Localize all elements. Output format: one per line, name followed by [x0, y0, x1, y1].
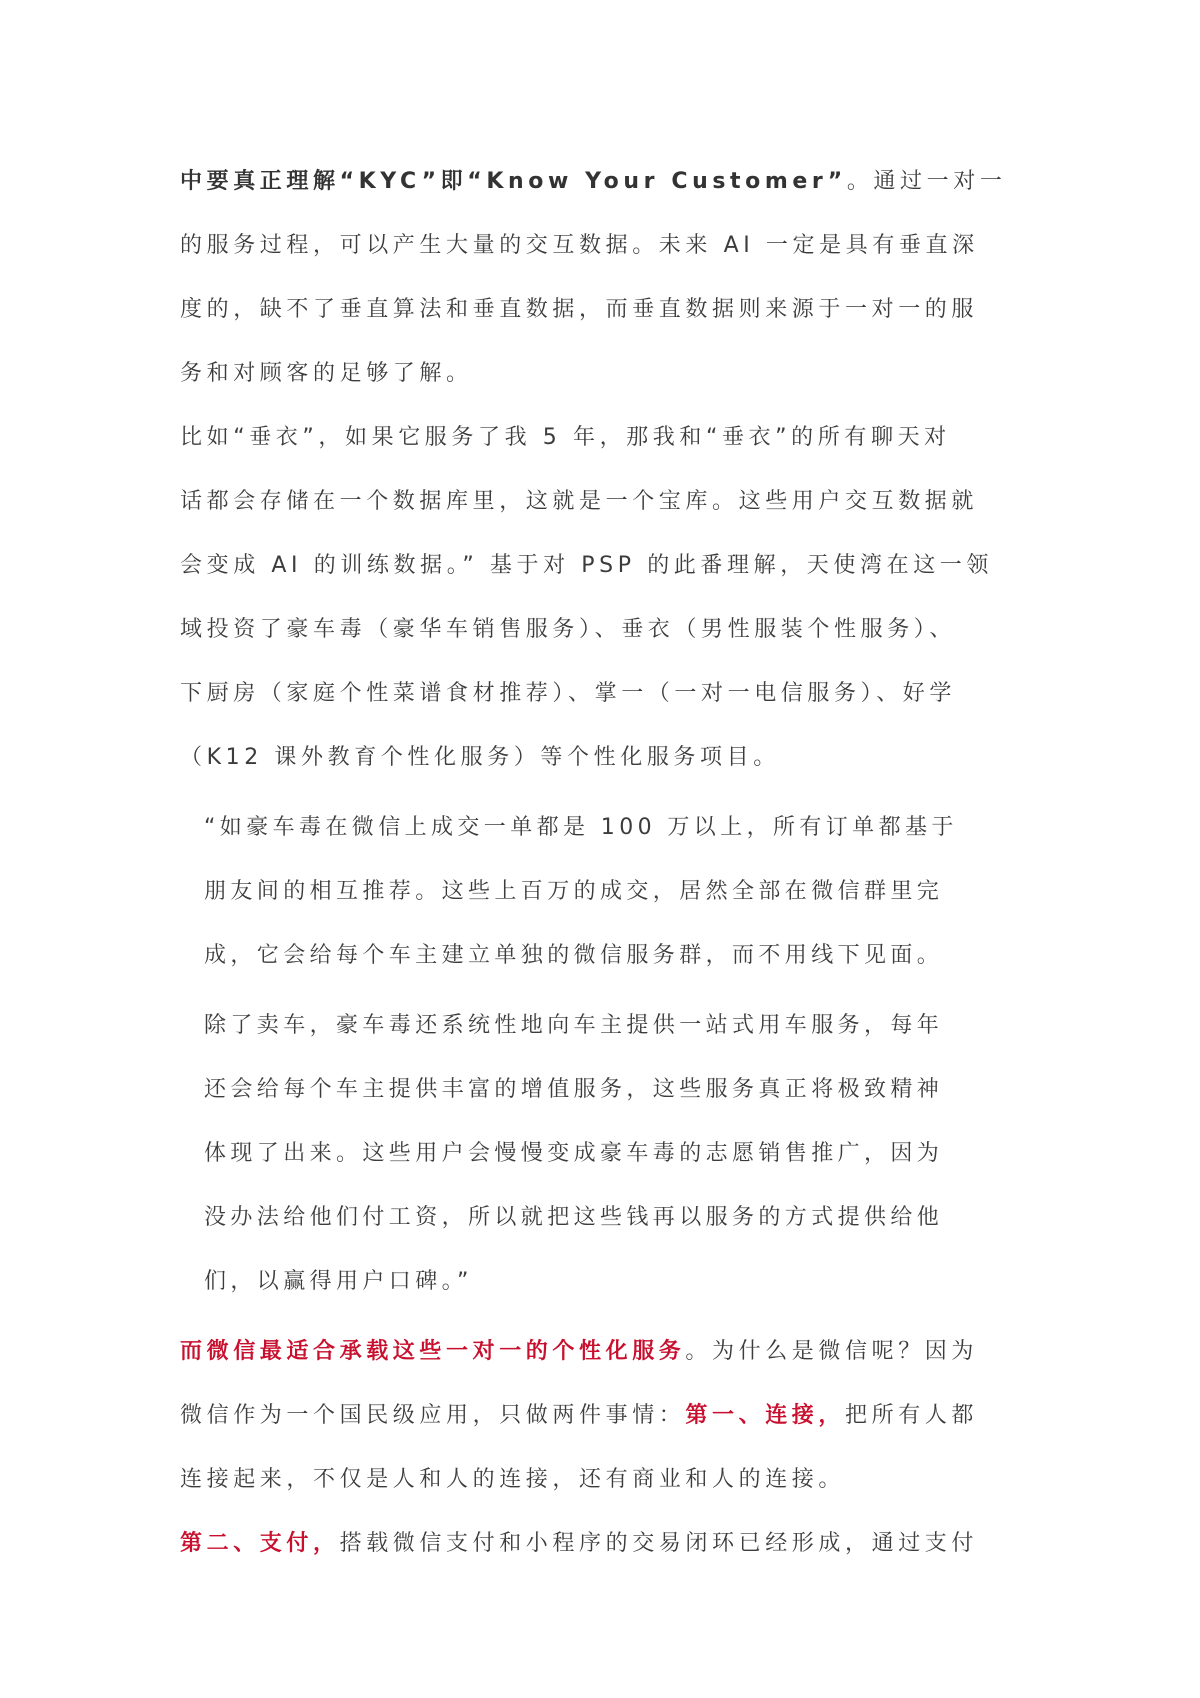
text-span: 。通过一对一 [846, 169, 1007, 194]
text-line: 域投资了豪车毒（豪华车销售服务）、垂衣（男性服装个性服务）、 [180, 617, 957, 642]
quote-line: 朋友间的相互推荐。这些上百万的成交，居然全部在微信群里完 [204, 879, 944, 904]
text-span: 搭载微信支付和小程序的交易闭环已经形成，通过支付 [339, 1531, 979, 1556]
text-line: 下厨房（家庭个性菜谱食材推荐）、掌一（一对一电信服务）、好学 [180, 681, 957, 706]
text-line: 比如“垂衣”，如果它服务了我 5 年，那我和“垂衣”的所有聊天对 [180, 425, 951, 450]
paragraph-kyc [180, 150, 1020, 406]
quote-line: 们，以赢得用户口碑。” [204, 1269, 473, 1294]
text-span: 微信作为一个国民级应用，只做两件事情： [180, 1403, 686, 1428]
paragraph-wechat [180, 1320, 1020, 1512]
text-line [180, 1384, 1020, 1448]
text-line: （K12 课外教育个性化服务）等个性化服务项目。 [180, 745, 780, 770]
highlight-first-connect: 第一、连接， [685, 1403, 846, 1428]
quote-line: 体现了出来。这些用户会慢慢变成豪车毒的志愿销售推广，因为 [204, 1141, 944, 1166]
text-line: 会变成 AI 的训练数据。” 基于对 PSP 的此番理解，天使湾在这一领 [180, 553, 994, 578]
text-line: 务和对顾客的足够了解。 [180, 361, 473, 386]
text-span: 把所有人都 [845, 1403, 979, 1428]
bold-phrase-kyc: 中要真正理解“KYC”即“Know Your Customer” [180, 169, 847, 194]
highlight-second-payment: 第二、支付， [180, 1531, 340, 1556]
paragraph-payment [180, 1512, 1020, 1576]
quote-line: 除了卖车，豪车毒还系统性地向车主提供一站式用车服务，每年 [204, 1013, 944, 1038]
quote-line: 成，它会给每个车主建立单独的微信服务群，而不用线下见面。 [204, 943, 944, 968]
blockquote-services [180, 994, 1020, 1314]
text-line [180, 1320, 1020, 1384]
text-line [180, 1512, 1020, 1576]
highlight-wechat-services: 而微信最适合承载这些一对一的个性化服务 [180, 1339, 686, 1364]
text-line [180, 150, 1020, 214]
article-body [180, 150, 1020, 1576]
blockquote-haochedu [180, 796, 1020, 988]
text-line: 的服务过程，可以产生大量的交互数据。未来 AI 一定是具有垂直深 [180, 233, 979, 258]
text-line: 连接起来，不仅是人和人的连接，还有商业和人的连接。 [180, 1467, 846, 1492]
text-line: 话都会存储在一个数据库里，这就是一个宝库。这些用户交互数据就 [180, 489, 979, 514]
quote-line: “如豪车毒在微信上成交一单都是 100 万以上，所有订单都基于 [204, 815, 958, 840]
text-line: 度的，缺不了垂直算法和垂直数据，而垂直数据则来源于一对一的服 [180, 297, 979, 322]
quote-line: 还会给每个车主提供丰富的增值服务，这些服务真正将极致精神 [204, 1077, 944, 1102]
paragraph-chuiyi [180, 406, 1020, 790]
text-span: 。为什么是微信呢？因为 [685, 1339, 979, 1364]
quote-line: 没办法给他们付工资，所以就把这些钱再以服务的方式提供给他 [204, 1205, 944, 1230]
